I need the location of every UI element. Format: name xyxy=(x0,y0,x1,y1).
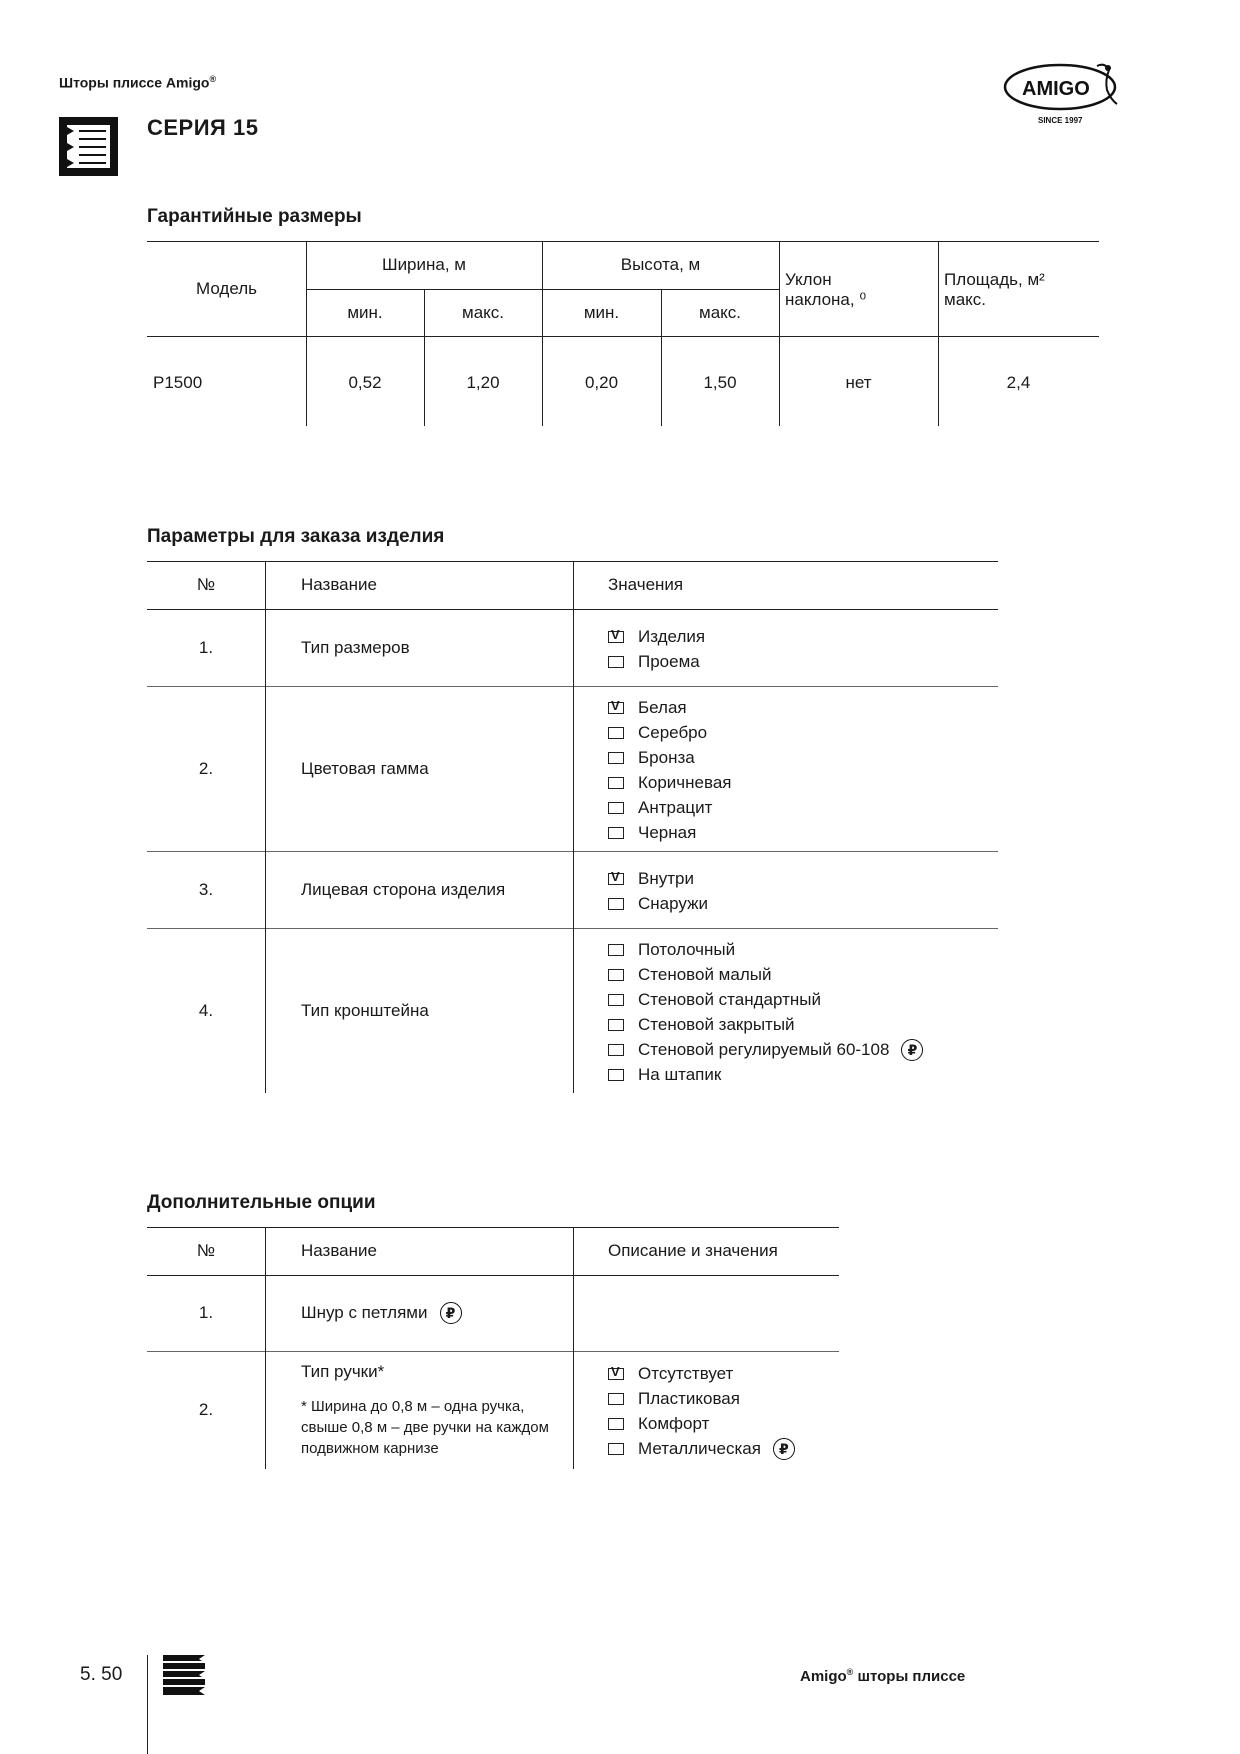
header-width-min: мин. xyxy=(347,302,383,322)
option-checkbox[interactable]: На штапик xyxy=(608,1063,721,1087)
option-checkbox[interactable]: Пластиковая xyxy=(608,1387,740,1411)
row-num: 1. xyxy=(198,637,214,657)
cell-area: 2,4 xyxy=(1006,373,1031,392)
checkbox-icon[interactable] xyxy=(608,752,624,764)
row-num: 2. xyxy=(198,1400,214,1419)
header-area: Площадь, м² макс. xyxy=(944,270,1045,309)
checkbox-icon[interactable] xyxy=(608,898,624,910)
pleated-blind-icon xyxy=(163,1655,205,1695)
footer-divider xyxy=(147,1655,148,1754)
options-header-num: № xyxy=(196,1241,216,1260)
checkbox-icon[interactable] xyxy=(608,802,624,814)
header-width-max: макс. xyxy=(462,302,504,322)
footer-brand: Amigo® шторы плиссе xyxy=(800,1667,966,1685)
row-num: 2. xyxy=(198,758,214,778)
order-header-name: Название xyxy=(301,575,377,594)
header-slope: Уклон наклона, ⁰ xyxy=(785,270,867,309)
option-checkbox[interactable]: V Изделия xyxy=(608,625,705,649)
checkbox-icon[interactable] xyxy=(608,1418,624,1430)
logo-tagline: SINCE 1997 xyxy=(1038,116,1083,125)
checkbox-icon[interactable] xyxy=(608,727,624,739)
option-checkbox[interactable]: Потолочный xyxy=(608,938,735,962)
option-checkbox[interactable]: Бронза xyxy=(608,746,695,770)
option-checkbox[interactable]: Стеновой регулируемый 60-108 ₽ xyxy=(608,1038,923,1062)
row-num: 1. xyxy=(198,1303,214,1322)
option-checkbox[interactable]: Стеновой закрытый xyxy=(608,1013,795,1037)
header-brand: Шторы плиссе Amigo® xyxy=(59,74,217,91)
sizes-section-title: Гарантийные размеры xyxy=(147,206,362,227)
row-name: Лицевая сторона изделия xyxy=(301,879,506,899)
checkbox-icon[interactable] xyxy=(608,777,624,789)
checkbox-checked-icon[interactable] xyxy=(608,1368,624,1380)
order-header-num: № xyxy=(196,575,216,594)
option-checkbox[interactable]: Стеновой малый xyxy=(608,963,771,987)
option-checkbox[interactable]: V Внутри xyxy=(608,867,694,891)
option-checkbox[interactable]: Комфорт xyxy=(608,1412,709,1436)
checkbox-icon[interactable] xyxy=(608,1044,624,1056)
header-width: Ширина, м xyxy=(381,255,466,274)
checkbox-icon[interactable] xyxy=(608,827,624,839)
header-height-max: макс. xyxy=(699,302,741,322)
checkbox-icon[interactable] xyxy=(608,969,624,981)
pleated-blind-icon xyxy=(59,117,118,176)
checkbox-checked-icon[interactable] xyxy=(608,631,624,643)
row-note: * Ширина до 0,8 м – одна ручка, свыше 0,8 м – две ручки на каждом подвижном карнизе xyxy=(301,1398,549,1457)
option-checkbox[interactable]: Черная xyxy=(608,821,696,845)
cell-height-min: 0,20 xyxy=(584,373,619,392)
option-checkbox[interactable]: Серебро xyxy=(608,721,707,745)
row-num: 4. xyxy=(198,1000,214,1020)
row-name: Тип размеров xyxy=(301,637,410,657)
ruble-icon: ₽ xyxy=(901,1039,923,1061)
checkbox-icon[interactable] xyxy=(608,1443,624,1455)
option-checkbox[interactable]: Проема xyxy=(608,650,700,674)
series-title: СЕРИЯ 15 xyxy=(147,115,259,140)
cell-width-min: 0,52 xyxy=(348,373,382,392)
ruble-icon: ₽ xyxy=(440,1302,462,1324)
option-checkbox[interactable]: Металлическая ₽ xyxy=(608,1437,795,1461)
header-height-min: мин. xyxy=(583,302,620,322)
checkbox-icon[interactable] xyxy=(608,656,624,668)
cell-slope: нет xyxy=(845,373,872,392)
option-checkbox[interactable]: Антрацит xyxy=(608,796,712,820)
header-model: Модель xyxy=(195,278,258,298)
checkbox-checked-icon[interactable] xyxy=(608,702,624,714)
checkbox-icon[interactable] xyxy=(608,1019,624,1031)
checkbox-icon[interactable] xyxy=(608,994,624,1006)
option-checkbox[interactable]: Стеновой стандартный xyxy=(608,988,821,1012)
amigo-logo xyxy=(1002,60,1126,128)
options-header-values: Описание и значения xyxy=(608,1241,778,1260)
option-checkbox[interactable]: V Белая xyxy=(608,696,687,720)
cell-model: P1500 xyxy=(153,373,203,392)
checkbox-icon[interactable] xyxy=(608,944,624,956)
order-header-values: Значения xyxy=(608,575,684,594)
row-name: Тип кронштейна xyxy=(301,1000,429,1020)
options-section-title: Дополнительные опции xyxy=(147,1192,376,1213)
page-number: 5. 50 xyxy=(80,1664,123,1685)
row-name: Шнур с петлями ₽ xyxy=(301,1275,561,1351)
checkbox-checked-icon[interactable] xyxy=(608,873,624,885)
order-section-title: Параметры для заказа изделия xyxy=(147,526,445,547)
checkbox-icon[interactable] xyxy=(608,1069,624,1081)
ruble-icon: ₽ xyxy=(773,1438,795,1460)
option-checkbox[interactable]: Снаружи xyxy=(608,892,708,916)
option-checkbox[interactable]: Коричневая xyxy=(608,771,732,795)
cell-height-max: 1,50 xyxy=(703,373,737,392)
option-checkbox[interactable]: V Отсутствует xyxy=(608,1362,733,1386)
row-num: 3. xyxy=(198,879,214,899)
row-name: Цветовая гамма xyxy=(301,758,429,778)
row-name: Тип ручки* xyxy=(301,1362,385,1381)
options-header-name: Название xyxy=(301,1241,377,1260)
cell-width-max: 1,20 xyxy=(466,373,500,392)
header-height: Высота, м xyxy=(620,255,701,274)
checkbox-icon[interactable] xyxy=(608,1393,624,1405)
logo-name: AMIGO xyxy=(1022,78,1090,100)
